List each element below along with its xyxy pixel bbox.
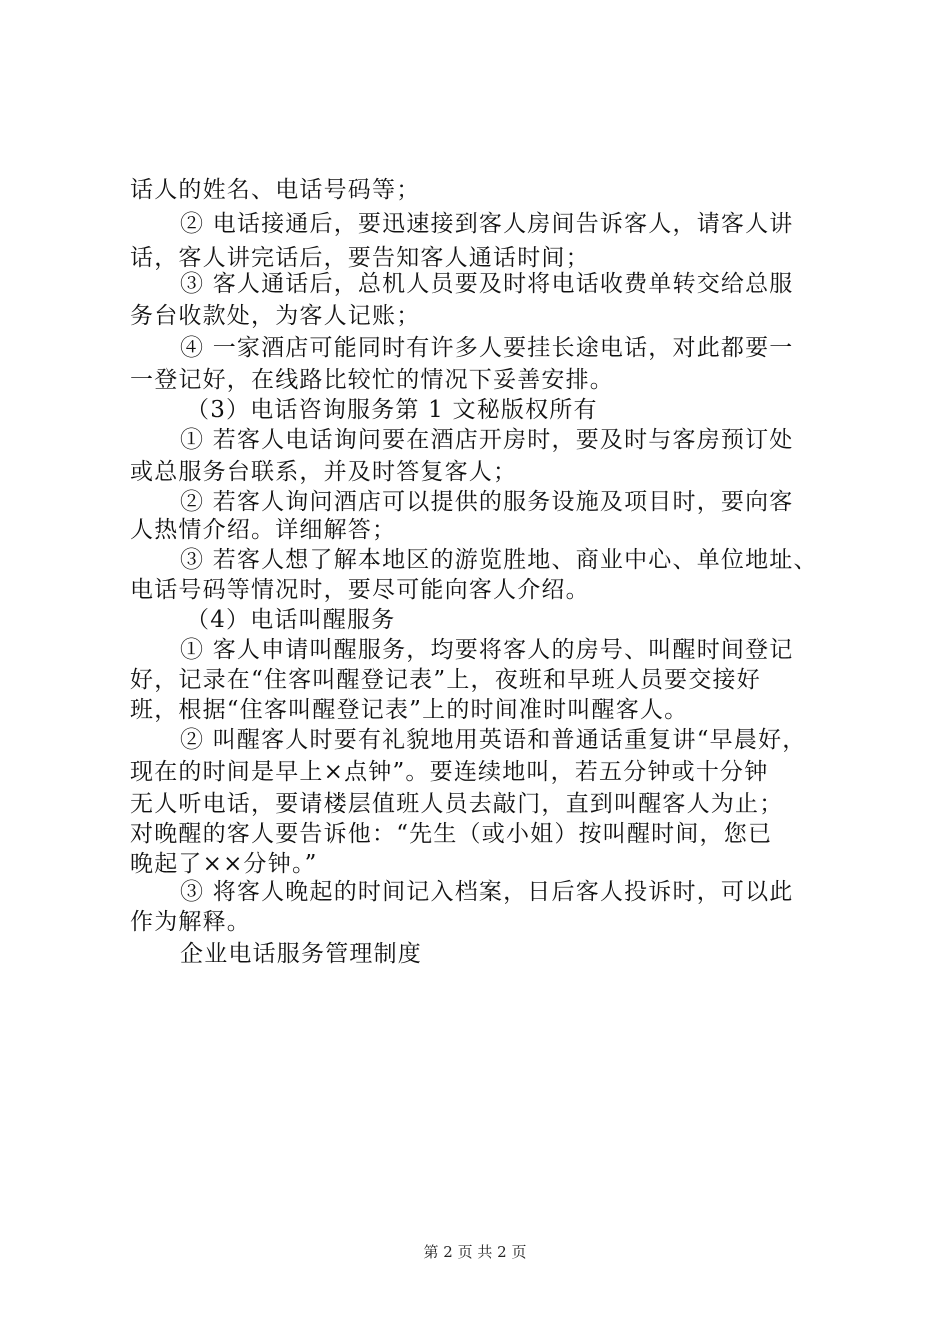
text-line: 人热情介绍。详细解答； — [130, 517, 397, 543]
text-line: 好，记录在“住客叫醒登记表”上，夜班和早班人员要交接好 — [130, 667, 761, 693]
page-footer: 第 2 页 共 2 页 — [423, 1243, 527, 1261]
text-line: ③ 将客人晚起的时间记入档案，日后客人投诉时，可以此 — [180, 879, 794, 905]
text-line: 现在的时间是早上×点钟”。要连续地叫，若五分钟或十分钟 — [130, 759, 769, 785]
text-line: 务台收款处，为客人记账； — [130, 303, 421, 329]
text-line: 作为解释。 — [130, 909, 251, 935]
text-line: 话，客人讲完话后，要告知客人通话时间； — [130, 245, 590, 271]
text-line: ③ 客人通话后，总机人员要及时将电话收费单转交给总服 — [180, 271, 794, 297]
text-line: ② 叫醒客人时要有礼貌地用英语和普通话重复讲“早晨好， — [180, 727, 807, 753]
section-heading: （3）电话咨询服务第 1 文秘版权所有 — [186, 397, 598, 423]
text-line: ② 电话接通后，要迅速接到客人房间告诉客人，请客人讲 — [180, 211, 794, 237]
text-line: ③ 若客人想了解本地区的游览胜地、商业中心、单位地址、 — [180, 547, 818, 573]
text-line: 话人的姓名、电话号码等； — [130, 177, 421, 203]
text-line: 电话号码等情况时，要尽可能向客人介绍。 — [130, 577, 590, 603]
text-line: 对晚醒的客人要告诉他：“先生（或小姐）按叫醒时间，您已 — [130, 821, 773, 847]
text-line: 班，根据“住客叫醒登记表”上的时间准时叫醒客人。 — [130, 697, 689, 723]
text-line: ① 若客人电话询问要在酒店开房时，要及时与客房预订处 — [180, 427, 794, 453]
closing-title: 企业电话服务管理制度 — [180, 941, 422, 967]
text-line: ② 若客人询问酒店可以提供的服务设施及项目时，要向客 — [180, 489, 794, 515]
text-line: ④ 一家酒店可能同时有许多人要挂长途电话，对此都要一 — [180, 335, 794, 361]
text-line: 无人听电话，要请楼层值班人员去敲门，直到叫醒客人为止； — [130, 791, 784, 817]
text-line: 一登记好，在线路比较忙的情况下妥善安排。 — [130, 367, 614, 393]
text-line: 晚起了××分钟。” — [130, 851, 318, 877]
text-line: ① 客人申请叫醒服务，均要将客人的房号、叫醒时间登记 — [180, 637, 794, 663]
text-line: 或总服务台联系，并及时答复客人； — [130, 459, 518, 485]
section-heading: （4）电话叫醒服务 — [186, 607, 396, 633]
